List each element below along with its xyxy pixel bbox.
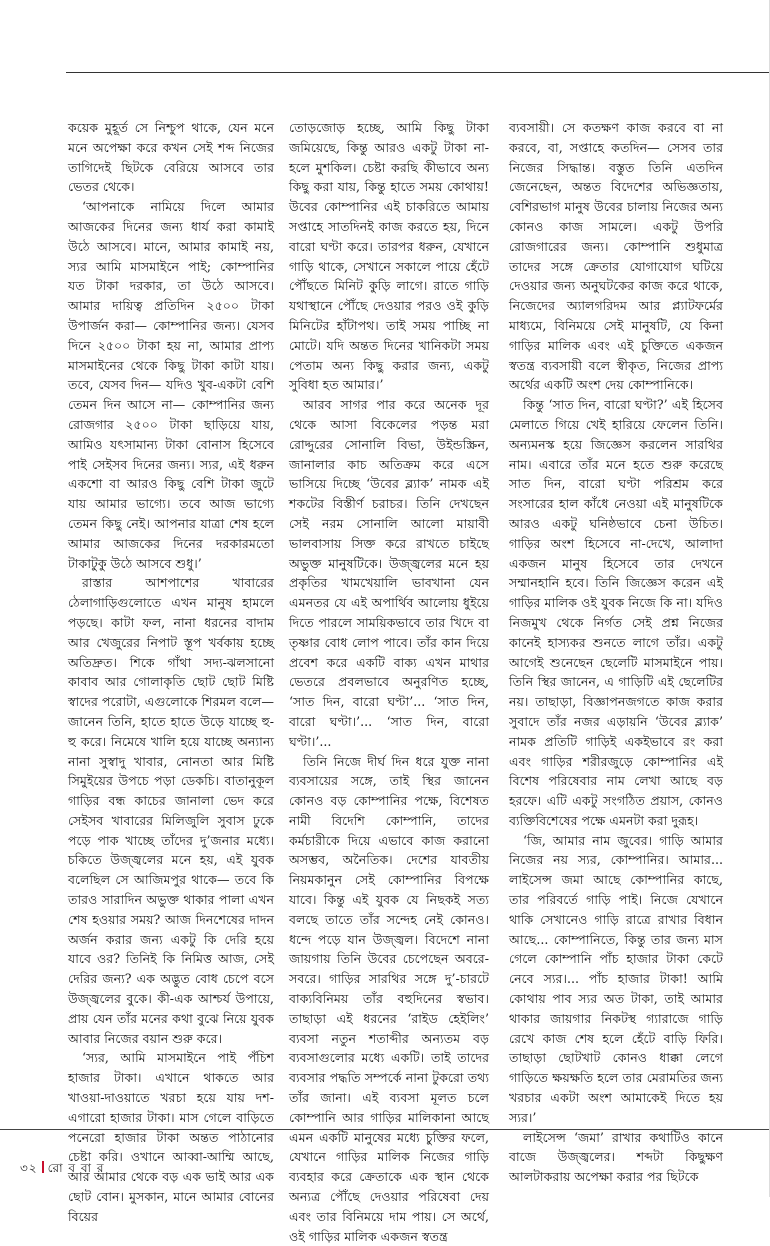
paragraph: কিন্তু ‘সাত দিন, বারো ঘণ্টা?’ এই হিসেব মেলাতে গিয়ে খেই হারিয়ে ফেলেন তিনি। অন্যমনস্ক হয়ে জিজ্ঞেস করলেন সারথির নাম। এবারে তাঁর মনে হতে শুরু করেছে সাত দিন, বারো ঘণ্টা পরিশ্রম করে সংসারের হাল কাঁধে নেওয়া এই মানুষটিকে আরও একটু ঘনিষ্ঠভাবে চেনা উচিত। গাড়ির অংশ হিসেবে না-দেখে, আলাদা একজন মানুষ হিসেবে তার দেখনে সম্মানহানি হবে। তিনি জিজ্ঞেস করেন এই গাড়ির মালিক ওই যুবক নিজে কি না। যদিও নিজমুখ থেকে নির্গত সেই প্রশ্ন নিজের কানেই হাস্যকর শুনতে লাগে তাঁর। একটু আগেই শুনেছেন ছেলেটি মাসমাইনে পায়। তিনি স্থির জানেন, এ গাড়িটি এই ছেলেটির নয়। তাছাড়া, বিজ্ঞাপনজগতে কাজ করার সুবাদে তাঁর নজর এড়ায়নি ‘উবের ব্ল্যাক’ নামক প্রতিটি গাড়িই একইভাবে রং করা এবং গাড়ির শরীরজুড়ে কোম্পানির এই বিশেষ পরিষেবার নাম লেখা আছে বড় হরফে। এটি একটু সংগঠিত প্রয়াস, কোনও ব্যক্তিবিশেষের পক্ষে এমনটা করা দুরূহ। — [509, 395, 723, 831]
column-3 — [509, 118, 723, 1118]
column-2 — [289, 118, 489, 1118]
paragraph: ব্যবসায়ী। সে কতক্ষণ কাজ করবে বা না করবে, বা, সপ্তাহে কতদিন— সেসব তার নিজের সিদ্ধান্ত। বস্তুত তিনি এতদিন জেনেছেন, অন্তত বিদেশের অভিজ্ঞতায়, বেশিরভাগ মানুষ উবের চালায় নিজের অন্য কোনও কাজ সামলে। একটু উপরি রোজগারের জন্য। কোম্পানি শুধুমাত্র তাদের সঙ্গে ক্রেতার যোগাযোগ ঘটিয়ে দেওয়ার জন্য অনুঘটকের কাজ করে থাকে, নিজেদের অ্যালগরিদম আর প্ল্যাটফর্মের মাধ্যমে, বিনিময়ে সেই মানুষটি, যে কিনা গাড়ির মালিক এবং এই চুক্তিতে একজন স্বতন্ত্র ব্যবসায়ী বলে স্বীকৃত, নিজের প্রাপ্য অর্থের একটি অংশ দেয় কোম্পানিকে। — [509, 118, 723, 395]
paragraph: লাইসেন্স ‘জমা’ রাখার কথাটিও কানে বাজে উজ্জ্বলের। শব্দটা কিছুক্ষণ আলটাকরায় অপেক্ষা করার পর ছিটকে — [509, 1128, 723, 1187]
page-number: ৩২ — [20, 1161, 38, 1175]
paragraph: ‘জি, আমার নাম জুবের। গাড়ি আমার নিজের নয় স্যর, কোম্পানির। আমার... লাইসেন্স জমা আছে কোম্পানির কাছে, তার পরিবর্তে গাড়ি পাই। নিজে যেখানে থাকি সেখানেও গাড়ি রাত্রে রাখার বিধান আছে... কোম্পানিতে, কিন্তু তার জন্য মাস গেলে কোম্পানি পাঁচ হাজার টাকা কেটে নেবে স্যর।... পাঁচ হাজার টাকা! আমি কোথায় পাব স্যর অত টাকা, তাই আমার থাকার জায়গার নিকটস্থ গ্যারাজে গাড়ি রেখে কাজ শেষ হলে হেঁটে বাড়ি ফিরি। তাছাড়া ছোটখাট কোনও ধাক্কা লেগে গাড়িতে ক্ষয়ক্ষতি হলে তার মেরামতির জন্য খরচার একটা অংশ আমাকেই দিতে হয় স্যর।’ — [509, 831, 723, 1128]
paragraph: কয়েক মুহূর্ত সে নিশ্চুপ থাকে, যেন মনে মনে অপেক্ষা করে কখন সেই শব্দ নিজের তাগিদেই ছিটকে বেরিয়ে আসবে তার ভেতর থেকে। — [68, 118, 274, 197]
paragraph: রাস্তার আশপাশের খাবারের ঠেলাগাড়িগুলোতে এখন মানুষ হামলে পড়ছে। কাটা ফল, নানা ধরনের বাদাম আর খেজুরের নিপাট স্তূপ খর্বকায় হচ্ছে অতিদ্রুত। শিকে গাঁথা সদ্য-ঝলসানো কাবাব আর গোলাকৃতি ছোট ছোট মিষ্টি স্বাদের পরোটা, এগুলোকে শিরমল বলে— জানেন তিনি, হাতে হাতে উড়ে যাচ্ছে হু-হু করে। নিমেষে খালি হয়ে যাচ্ছে অন্যান্য নানা সুস্বাদু খাবার, নোনতা আর মিষ্টি সিমুইয়ের উপচে পড়া ডেকচি। বাতানুকূল গাড়ির বন্ধ কাচের জানালা ভেদ করে সেইসব খাবারের মিলিজুলি সুবাস ঢুকে পড়ে পাক খাচ্ছে তাঁদের দু’জনার মধ্যে। চকিতে উজ্জ্বলের মনে হয়, এই যুবক বলেছিল সে আজিমপুর থাকে— তবে কি তারও সারাদিন অভুক্ত থাকার পালা এখন শেষ হওয়ার সময়? আজ দিনশেষের দাদন অর্জন করার জন্য একটু কি দেরি হয়ে যাবে ওর? তিনিই কি নিমিত্ত আজ, সেই দেরির জন্য? এক অদ্ভুত বোধ চেপে বসে উজ্জ্বলের বুকে। কী-এক আশ্চর্য উপায়ে, প্রায় যেন তাঁর মনের কথা বুঝে নিয়ে যুবক আবার নিজের বয়ান শুরু করে। — [68, 573, 274, 1048]
paragraph: তোড়জোড় হচ্ছে, আমি কিছু টাকা জমিয়েছে, কিন্তু আরও একটু টাকা না-হলে মুশকিল। চেষ্টা করছি কীভাবে অন্য কিছু করা যায়, কিন্তু হাতে সময় কোথায়! উবের কোম্পানির এই চাকরিতে আমায় সপ্তাহে সাতদিনই কাজ করতে হয়, দিনে বারো ঘণ্টা করে। তারপর ধরুন, যেখানে গাড়ি থাকে, সেখানে সকালে পায়ে হেঁটে পৌঁছতে মিনিট কুড়ি লাগে। রাতে গাড়ি যথাস্থানে পৌঁছে দেওয়ার পরও ওই কুড়ি মিনিটের হাঁটাপথ। তাই সময় পাচ্ছি না মোটে। যদি অন্তত দিনের খানিকটা সময় পেতাম অন্য কিছু করার জন্য, একটু সুবিধা হত আমার।’ — [289, 118, 489, 395]
paragraph: ‘স্যর, আমি মাসমাইনে পাই পঁচিশ হাজার টাকা। এখানে থাকতে আর খাওয়া-দাওয়াতে খরচা হয়ে যায় দশ-এগারো হাজার টাকা। মাস গেলে বাড়িতে পনেরো হাজার টাকা অন্তত পাঠানোর চেষ্টা করি। ওখানে আব্বা-আম্মি আছে, আর আমার থেকে বড় এক ভাই আর এক ছোট বোন। মুসকান, মানে আমার বোনের বিয়ের — [68, 1048, 274, 1226]
paragraph: ‘আপনাকে নামিয়ে দিলে আমার আজকের দিনের জন্য ধার্য করা কামাই উঠে আসবে। মানে, আমার কামাই নয়, স্যর আমি মাসমাইনে পাই; কোম্পানির যত টাকা দরকার, তা উঠে আসবে। আমার দায়িত্ব প্রতিদিন ২৫০০ টাকা উপার্জন করা— কোম্পানির জন্য। যেসব দিনে ২৫০০ টাকা হয় না, আমার প্রাপ্য মাসমাইনের থেকে কিছু টাকা কাটা যায়। তবে, যেসব দিন— যদিও খুব-একটা বেশি তেমন দিন আসে না— কোম্পানির জন্য রোজগার ২৫০০ টাকা ছাড়িয়ে যায়, আমিও যৎসামান্য টাকা বোনাস হিসেবে পাই সেইসব দিনের জন্য। স্যর, এই ধরুন একশো বা আরও কিছু বেশি টাকা জুটে যায় আমার ভাগ্যে। তবে আজ ভাগ্যে তেমন কিছু নেই। আপনার যাত্রা শেষ হলে আমার আজকের দিনের দরকারমতো টাকাটুকু উঠে আসবে শুধু।’ — [68, 197, 274, 573]
footer-separator — [42, 1161, 44, 1173]
page-footer — [20, 1160, 104, 1180]
paragraph: তিনি নিজে দীর্ঘ দিন ধরে যুক্ত নানা ব্যবসায়ের সঙ্গে, তাই স্থির জানেন কোনও বড় কোম্পানির পক্ষে, বিশেষত নামী বিদেশি কোম্পানি, তাদের কর্মচারীকে দিয়ে এভাবে কাজ করানো অসম্ভব, অনৈতিক। দেশের যাবতীয় নিয়মকানুন সেই কোম্পানির বিপক্ষে যাবে। কিন্তু এই যুবক যে নিছকই সত্য বলছে তাতে তাঁর সন্দেহ নেই কোনও। ধন্দে পড়ে যান উজ্জ্বল। বিদেশে নানা জায়গায় তিনি উবের চেপেছেন অবরে-সবরে। গাড়ির সারথির সঙ্গে দু’-চারটে বাক্যবিনিময় তাঁর বহুদিনের স্বভাব। তাছাড়া এই ধরনের ‘রাইড হেইলিং’ ব্যবসা নতুন শতাব্দীর অন্যতম বড় ব্যবসাগুলোর মধ্যে একটি। তাই তাদের ব্যবসার পদ্ধতি সম্পর্কে নানা টুকরো তথ্য তাঁর জানা। এই ব্যবসা মূলত চলে কোম্পানি আর গাড়ির মালিকানা আছে এমন একটি মানুষের মধ্যে চুক্তির ফলে, যেখানে গাড়ির মালিক নিজের গাড়ি ব্যবহার করে ক্রেতাকে এক স্থান থেকে অন্যত্র পৌঁছে দেওয়ার পরিষেবা দেয় এবং তার বিনিময়ে দাম পায়। সে অর্থে, ওই গাড়ির মালিক একজন স্বতন্ত্র — [289, 752, 489, 1246]
paragraph: আরব সাগর পার করে অনেক দূর থেকে আসা বিকেলের পড়ন্ত মরা রোদ্দুরের সোনালি বিভা, উইন্ডস্ক্রিন, জানালার কাচ অতিক্রম করে এসে ভাসিয়ে দিচ্ছে ‘উবের ব্ল্যাক’ নামক এই শকটের বিস্তীর্ণ চরাচর। তিনি দেখছেন সেই নরম সোনালি আলো মায়াবী ভালবাসায় সিক্ত করে রাখতে চাইছে অভুক্ত মানুষটিকে। উজ্জ্বলের মনে হয় প্রকৃতির খামখেয়ালি ভাবখানা যেন এমনতর যে এই অপার্থিব আলোয় ধুইয়ে দিতে পারলে সাময়িকভাবে তার খিদে বা তৃষ্ণার বোধ লোপ পাবে। তাঁর কান দিয়ে প্রবেশ করে একটি বাক্য এখন মাথার ভেতরে প্রবলভাবে অনুরণিত হচ্ছে, ‘সাত দিন, বারো ঘণ্টা’... ‘সাত দিন, বারো ঘণ্টা।’... ‘সাত দিন, বারো ঘণ্টা।’... — [289, 395, 489, 751]
footer-rule — [0, 1129, 770, 1130]
magazine-name: রো ব বা র — [48, 1161, 105, 1175]
article-body — [0, 118, 770, 1118]
column-1 — [68, 118, 274, 1118]
header-rule — [66, 72, 770, 73]
